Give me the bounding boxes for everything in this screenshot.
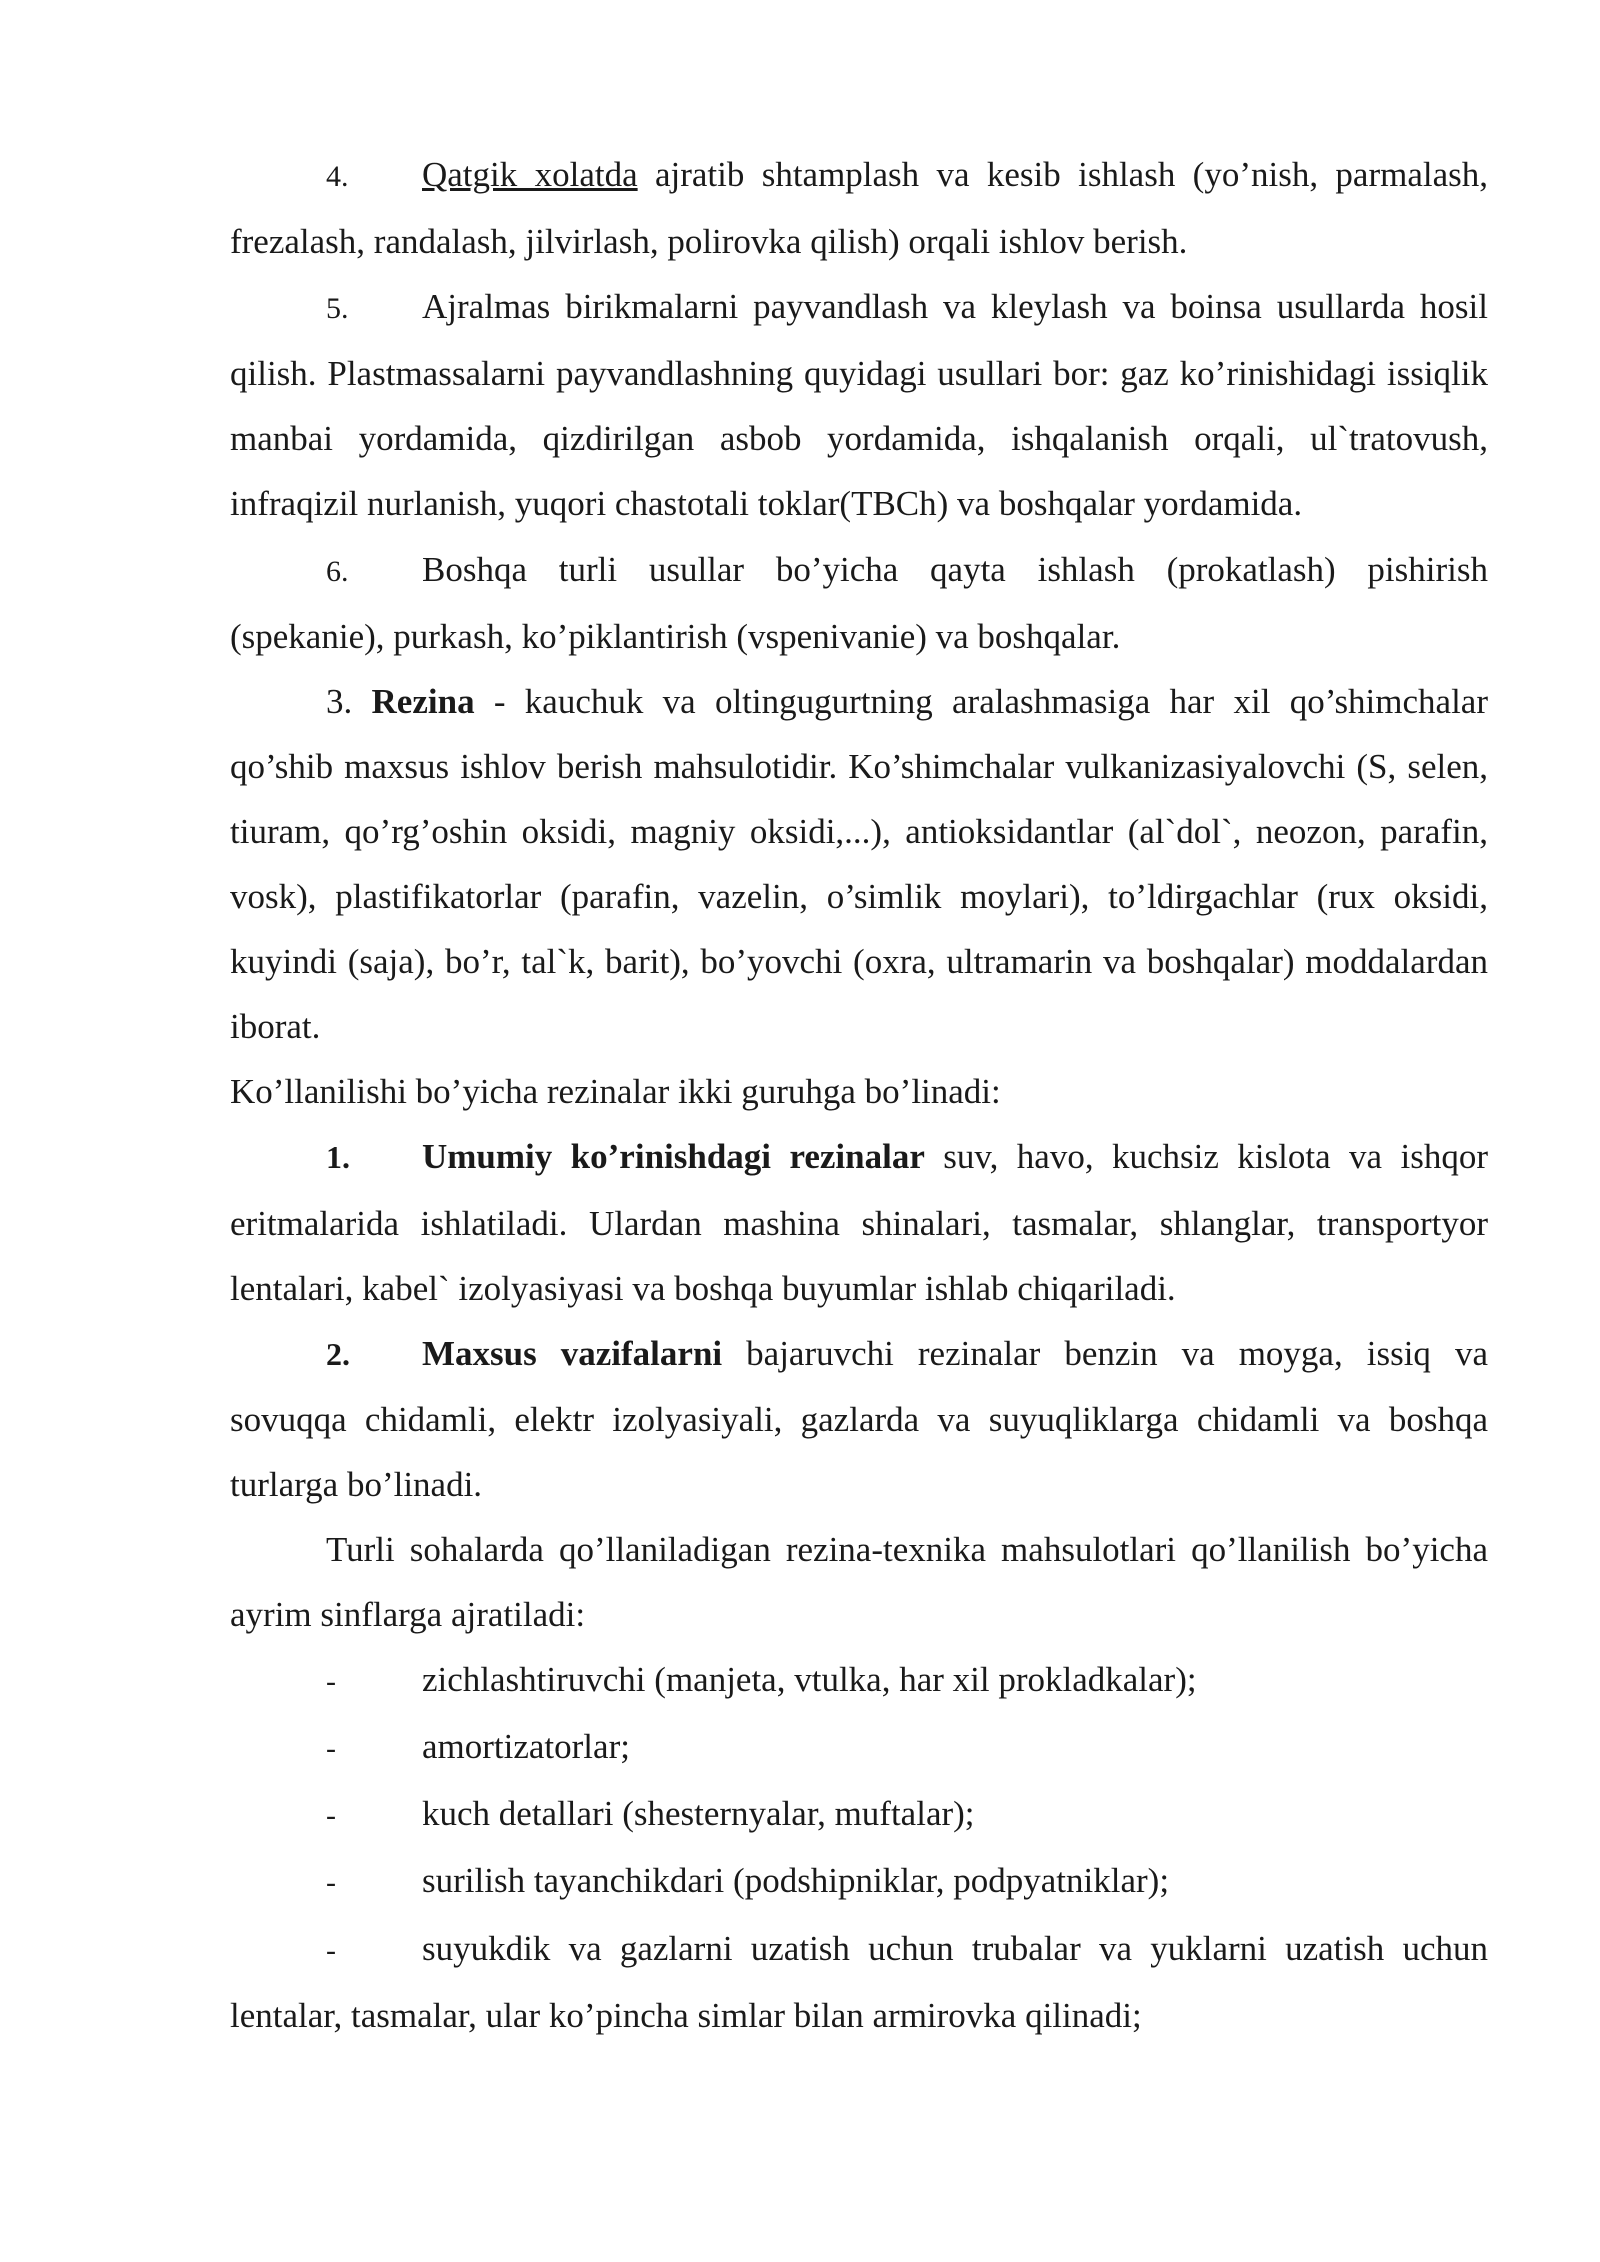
dash-item-text: surilish tayanchikdari (podshipniklar, podpyatniklar); <box>422 1861 1170 1901</box>
groups-intro: Ko’llanilishi bo’yicha rezinalar ikki guruhga bo’linadi: <box>230 1072 1001 1112</box>
group-term: Maxsus vazifalarni <box>422 1333 723 1373</box>
item-text: Boshqa turli usullar bo’yicha qayta ishlash (prokatlash) pishirish (spekanie), purkash, ko’piklantirish (vspenivanie) va boshqalar. <box>230 549 1488 656</box>
rezina-paragraph <box>230 669 1488 1060</box>
item-number: 5. <box>326 292 349 326</box>
dash-list-item <box>230 1781 1488 1848</box>
group-number: 2. <box>326 1335 350 1372</box>
dash-marker: - <box>326 1866 336 1900</box>
dash-item-text: kuch detallari (shesternyalar, muftalar); <box>422 1794 975 1834</box>
dash-marker: - <box>326 1665 336 1699</box>
document-page <box>230 142 1488 2048</box>
dash-marker: - <box>326 1732 336 1766</box>
group-text: suv, havo, kuchsiz kislota va ishqor eritmalarida ishlatiladi. Ulardan mashina shinalari, tasmalar, shlanglar, transportyor lentalari, kabel` izolyasiyasi va boshqa buyumlar ishlab chiqariladi. <box>230 1137 1488 1308</box>
rezina-text: - kauchuk va oltingugurtning aralashmasiga har xil qo’shimchalar qo’shib maxsus ishlov berish mahsulotidir. Ko’shimchalar vulkanizasiyalovchi (S, selen, tiuram, qo’rg’oshin oksidi, magniy oksidi,...), antioksidantlar (al`dol`, neozon, parafin, vosk), plastifikatorlar (parafin, vazelin, o’simlik moylari), to’ldirgachlar (rux oksidi, kuyindi (saja), bo’r, tal`k, barit), bo’yovchi (oxra, ultramarin va boshqalar) moddalardan iborat. <box>230 681 1488 1047</box>
item-text: Ajralmas birikmalarni payvandlash va kleylash va boinsa usullarda hosil qilish. Plastmassalarni payvandlashning quyidagi usullari bor: gaz ko’rinishidagi issiqlik manbai yordamida, qizdirilgan asbob yordamida, ishqalanish orqali, ul`tratovush, infraqizil nurlanish, yuqori chastotali toklar(TBCh) va boshqalar yordamida. <box>230 287 1488 524</box>
group-text: bajaruvchi rezinalar benzin va moyga, issiq va sovuqqa chidamli, elektr izolyasiyali, gazlarda va suyuqliklarga chidamli va boshqa turlarga bo’linadi. <box>230 1333 1488 1504</box>
dash-list-item <box>230 1848 1488 1915</box>
section-number: 3. <box>326 681 372 721</box>
dash-list-item <box>230 1916 1488 2048</box>
group-number: 1. <box>326 1139 350 1176</box>
list-item-5 <box>230 274 1488 536</box>
item-text: ajratib shtamplash va kesib ishlash (yo’nish, parmalash, frezalash, randalash, jilvirlash, polirovka qilish) orqali ishlov berish. <box>230 155 1488 262</box>
dash-marker: - <box>326 1933 336 1967</box>
dash-item-text: suyukdik va gazlarni uzatish uchun trubalar va yuklarni uzatish uchun lentalar, tasmalar, ular ko’pincha simlar bilan armirovka qilinadi; <box>230 1928 1488 2035</box>
item-number: 6. <box>326 554 349 588</box>
dash-list-item <box>230 1714 1488 1781</box>
dash-list-item <box>230 1647 1488 1714</box>
group-term: Umumiy ko’rinishdagi rezinalar <box>422 1137 925 1177</box>
rezina-term: Rezina <box>371 681 475 721</box>
classes-intro: Turli sohalarda qo’llaniladigan rezina-texnika mahsulotlari qo’llanilish bo’yicha ayrim sinflarga ajratiladi: <box>230 1529 1488 1635</box>
group-item-1 <box>230 1124 1488 1320</box>
dash-marker: - <box>326 1799 336 1833</box>
group-item-2 <box>230 1321 1488 1517</box>
underlined-term: Qatgik xolatda <box>422 155 638 194</box>
list-item-6 <box>230 537 1488 669</box>
dash-item-text: zichlashtiruvchi (manjeta, vtulka, har xil prokladkalar); <box>422 1660 1197 1700</box>
item-number: 4. <box>326 160 349 193</box>
list-item-4 <box>230 142 1488 274</box>
dash-item-text: amortizatorlar; <box>422 1727 630 1767</box>
